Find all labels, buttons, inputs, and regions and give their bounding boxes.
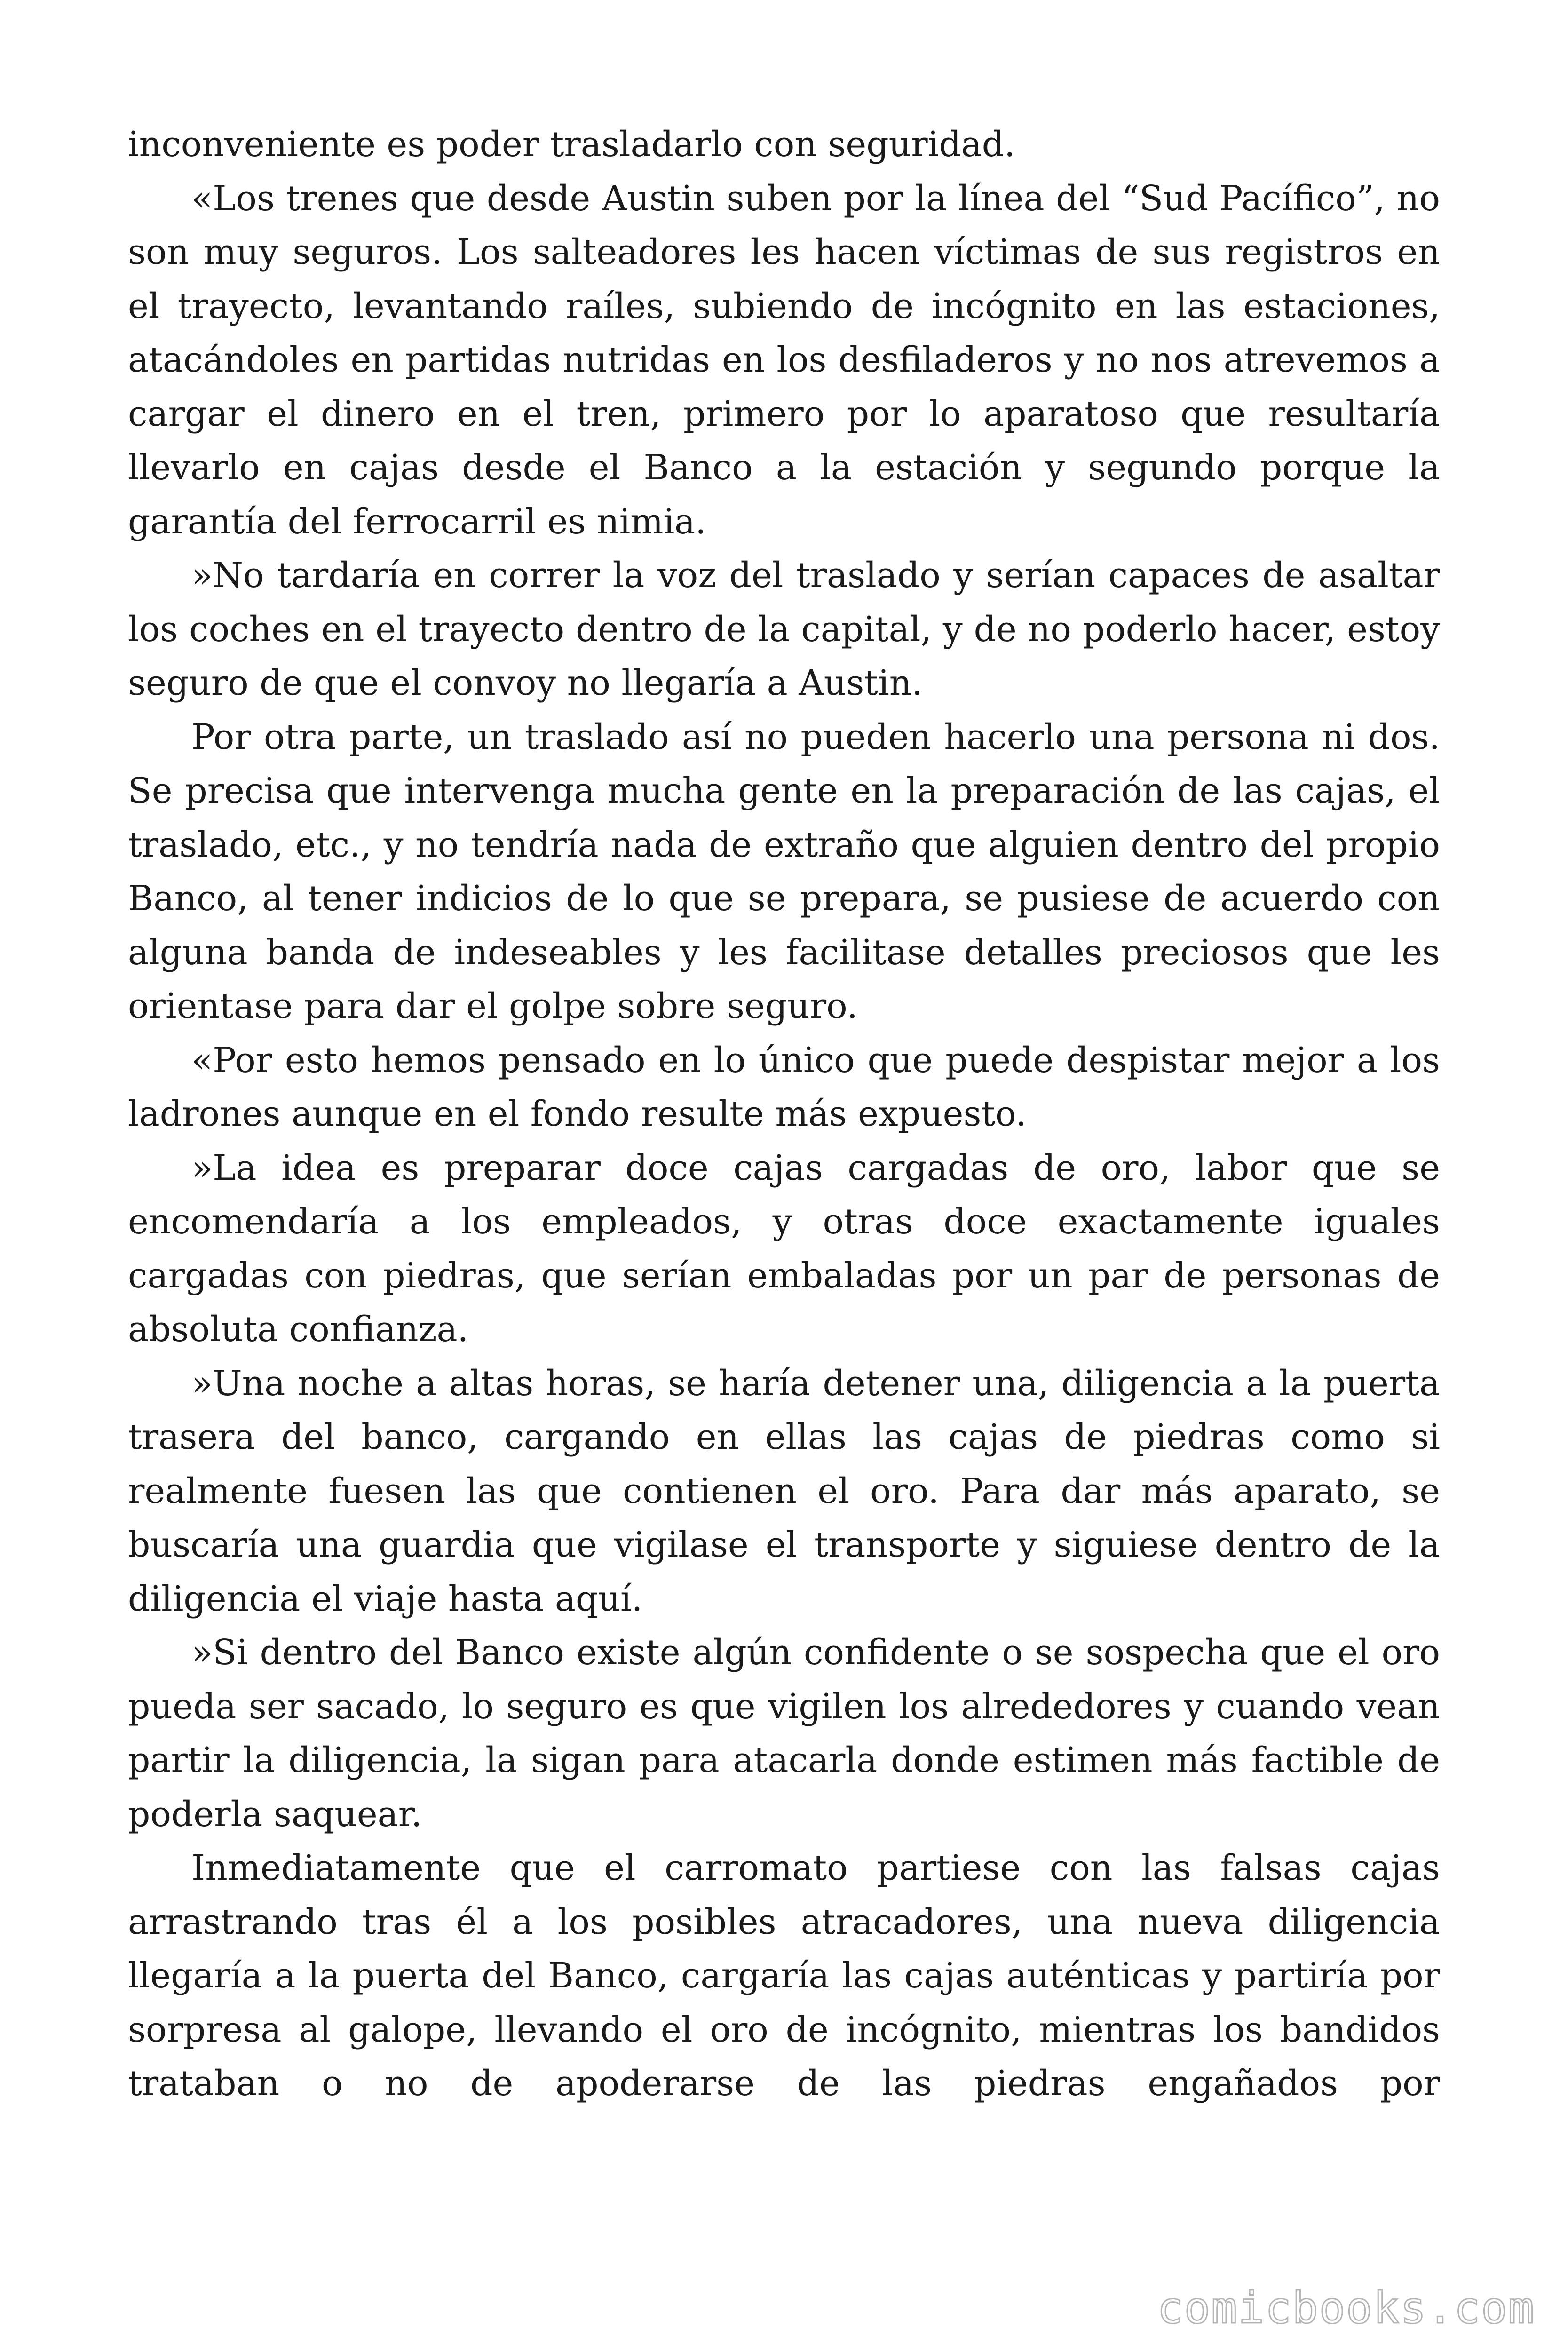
book-page-text — [128, 118, 1440, 2111]
watermark: comicbooks.com — [1157, 2283, 1535, 2333]
paragraph-5: «Por esto hemos pensado en lo único que puede despistar mejor a los ladrones aunque en el fondo resulte más expuesto. — [128, 1040, 1440, 1134]
paragraph-8: »Si dentro del Banco existe algún confidente o se sospecha que el oro pueda ser sacado, lo seguro es que vigilen los alrededores y cuando vean partir la diligencia, la sigan para atacarla donde estimen más factible de poderla saquear. — [128, 1632, 1440, 1835]
paragraph-9: Inmediatamente que el carromato partiese con las falsas cajas arrastrando tras él a los posibles atracadores, una nueva diligencia llegaría a la puerta del Banco, cargaría las cajas auténticas y partiría por sorpresa al galope, llevando el oro de incógnito, mientras los bandidos trataban o no de apoderarse de las piedras engañados por — [128, 1848, 1440, 2104]
paragraph-4: Por otra parte, un traslado así no pueden hacerlo una persona ni dos. Se precisa que intervenga mucha gente en la preparación de las cajas, el traslado, etc., y no tendría nada de extraño que alguien dentro del propio Banco, al tener indicios de lo que se prepara, se pusiese de acuerdo con alguna banda de indeseables y les facilitase detalles preciosos que les orientase para dar el golpe sobre seguro. — [128, 716, 1440, 1026]
paragraph-7: »Una noche a altas horas, se haría detener una, diligencia a la puerta trasera del banco, cargando en ellas las cajas de piedras como si realmente fuesen las que contienen el oro. Para dar más aparato, se buscaría una guardia que vigilase el transporte y siguiese dentro de la diligencia el viaje hasta aquí. — [128, 1363, 1440, 1619]
paragraph-2: «Los trenes que desde Austin suben por la línea del “Sud Pacífico”, no son muy seguros. Los salteadores les hacen víctimas de sus registros en el trayecto, levantando raíles, subiendo de incógnito en las estaciones, atacándoles en partidas nutridas en los desfiladeros y no nos atrevemos a cargar el dinero en el tren, primero por lo aparatoso que resultaría llevarlo en cajas desde el Banco a la estación y segundo porque la garantía del ferrocarril es nimia. — [128, 178, 1440, 542]
paragraph-6: »La idea es preparar doce cajas cargadas de oro, labor que se encomendaría a los empleados, y otras doce exactamente iguales cargadas con piedras, que serían embaladas por un par de personas de absoluta confianza. — [128, 1147, 1440, 1350]
paragraph-3: »No tardaría en correr la voz del traslado y serían capaces de asaltar los coches en el trayecto dentro de la capital, y de no poderlo hacer, estoy seguro de que el convoy no llegaría a Austin. — [128, 555, 1440, 703]
paragraph-1: inconveniente es poder trasladarlo con seguridad. — [128, 124, 1015, 165]
